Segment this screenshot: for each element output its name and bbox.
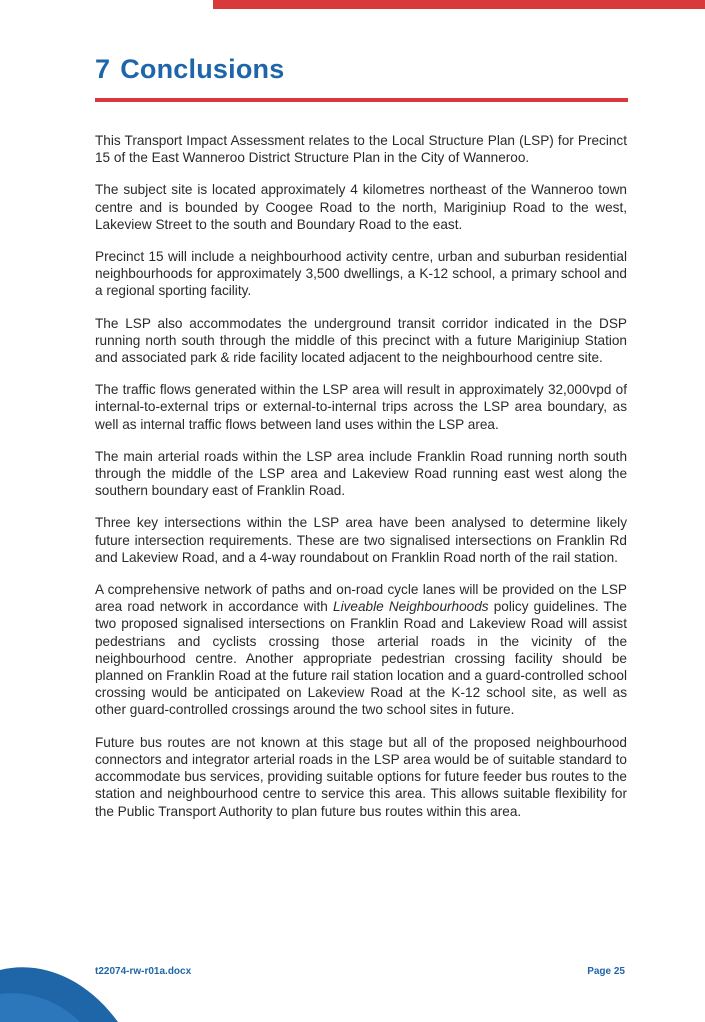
header-accent-bar bbox=[213, 0, 705, 9]
section-heading bbox=[95, 54, 284, 85]
paragraph-text-before: A comprehensive network of paths and on-road cycle lanes will be provided on the LSP area road network in accordance with bbox=[95, 582, 627, 615]
paragraph-precinct-content: Precinct 15 will include a neighbourhood activity centre, urban and suburban residential neighbourhoods for approximately 3,500 dwellings, a K-12 school, a primary school and a regional sporting facility. bbox=[95, 249, 627, 299]
policy-title-emphasis: Liveable Neighbourhoods bbox=[333, 599, 489, 615]
footer-document-id: t22074-rw-r01a.docx bbox=[95, 966, 192, 977]
paragraph-intro: This Transport Impact Assessment relates to the Local Structure Plan (LSP) for Precinct 15 of the East Wanneroo District Structure Plan in the City of Wanneroo. bbox=[95, 133, 627, 166]
paragraph-bus-routes: Future bus routes are not known at this stage but all of the proposed neighbourhood connectors and integrator arterial roads in the LSP area would be of suitable standard to accommodate bus services, providing suitable options for future feeder bus routes to the station and neighbourhood centre to service this area. This allows suitable flexibility for the Public Transport Authority to plan future bus routes within this area. bbox=[95, 734, 627, 819]
paragraph-intersections: Three key intersections within the LSP area have been analysed to determine likely future intersection requirements. These are two signalised intersections on Franklin Rd and Lakeview Road, and a 4-way roundabout on Franklin Road north of the rail station. bbox=[95, 515, 627, 565]
document-body bbox=[95, 132, 627, 835]
paragraph-traffic-flows: The traffic flows generated within the LSP area will result in approximately 32,000vpd of internal-to-external trips or external-to-internal trips across the LSP area boundary, as well as internal traffic flows between land uses within the LSP area. bbox=[95, 382, 627, 432]
paragraph-text-after: policy guidelines. The two proposed signalised intersections on Franklin Road and Lakeview Road will assist pedestrians and cyclists crossing those arterial roads in the vicinity of the neighbourhood centre. Another appropriate pedestrian crossing facility should be planned on Franklin Road at the future rail station location and a guard-controlled school crossing would be anticipated on Lakeview Road at the K-12 school site, as well as other guard-controlled crossings around the two school sites in future. bbox=[95, 599, 627, 718]
footer-page-number: Page 25 bbox=[587, 966, 625, 977]
paragraph-site-location: The subject site is located approximately 4 kilometres northeast of the Wanneroo town centre and is bounded by Coogee Road to the north, Mariginiup Road to the west, Lakeview Street to the south and Boundary Road to the east. bbox=[95, 182, 627, 232]
section-number: 7 bbox=[95, 54, 111, 84]
section-title: Conclusions bbox=[120, 54, 285, 84]
paragraph-paths-cycle-lanes bbox=[95, 581, 627, 719]
heading-underline bbox=[95, 98, 628, 102]
paragraph-arterial-roads: The main arterial roads within the LSP area include Franklin Road running north south through the middle of the LSP area and Lakeview Road running east west along the southern boundary east of Franklin Road. bbox=[95, 448, 627, 499]
paragraph-transit-corridor: The LSP also accommodates the underground transit corridor indicated in the DSP running north south through the middle of this precinct with a future Mariginiup Station and associated park & ride facility located adjacent to the neighbourhood centre site. bbox=[95, 315, 627, 366]
footer-wave-graphic bbox=[0, 952, 130, 1022]
